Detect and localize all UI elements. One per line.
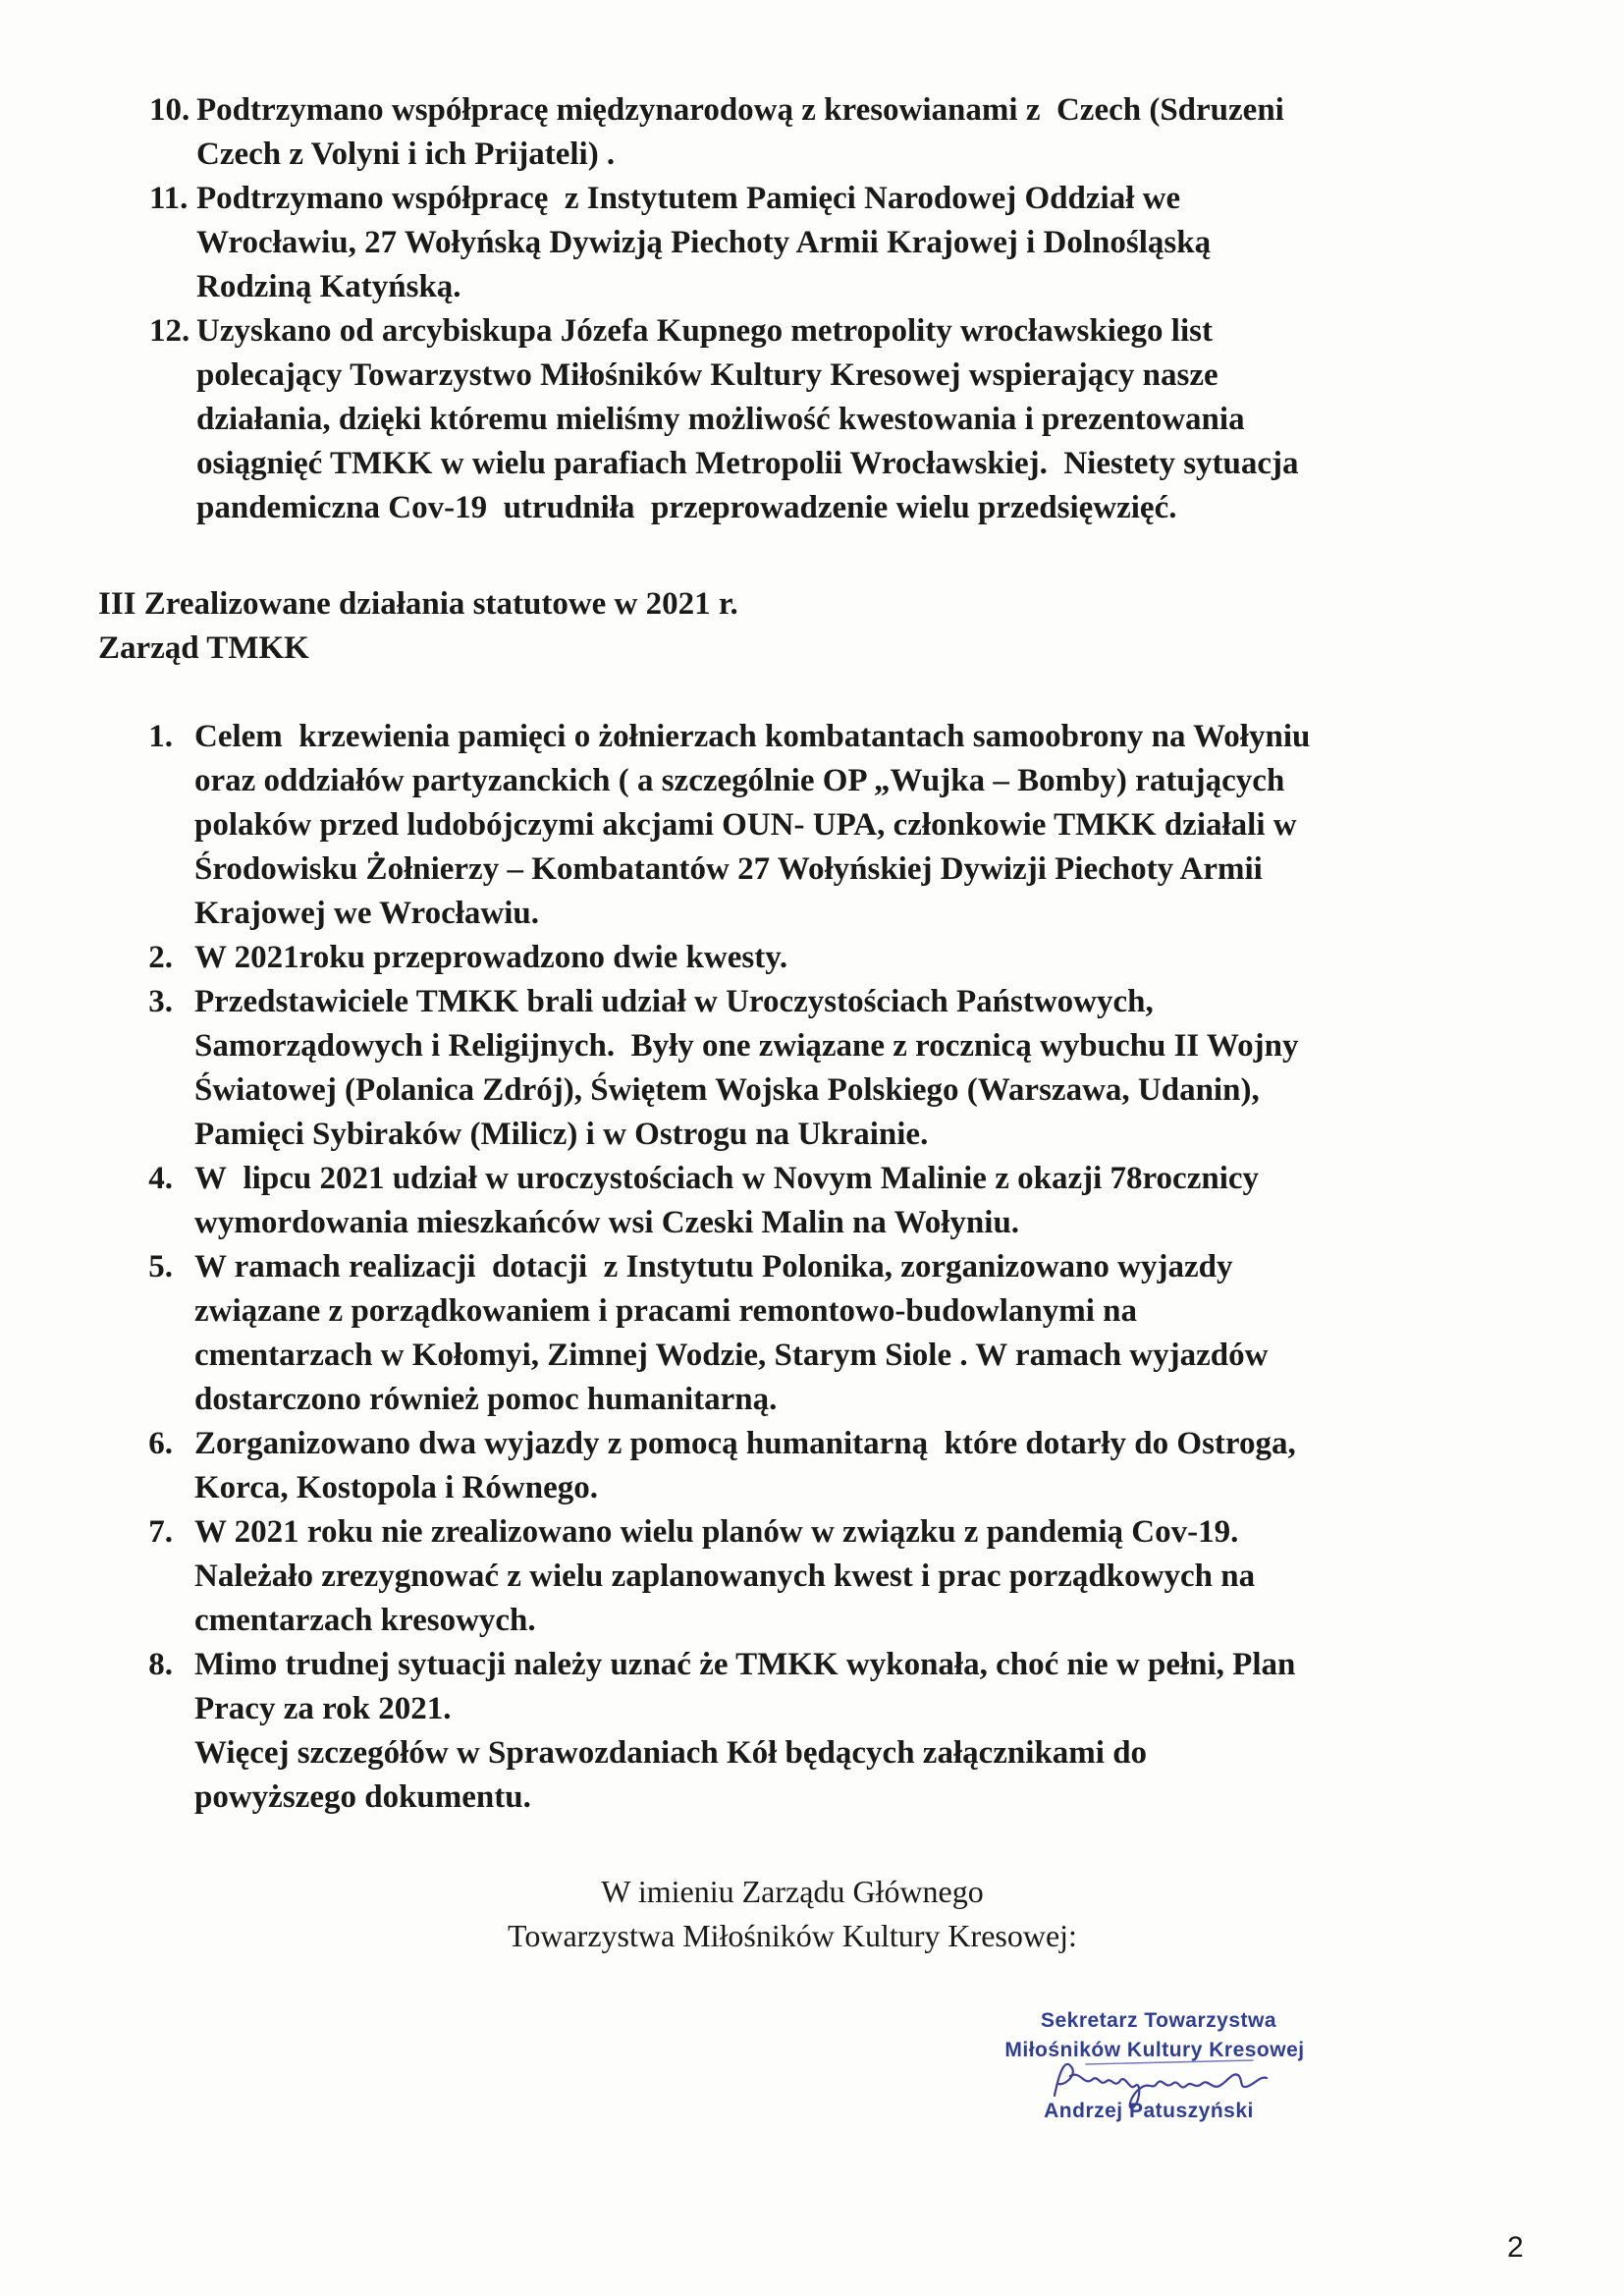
list-item-number: 5. <box>148 1249 173 1285</box>
list-item <box>134 936 1567 980</box>
list-item-text: W ramach realizacji dotacji z Instytutu Polonika, zorganizowano wyjazdy związane z porządkowaniem i pracami remontowo-budowlanymi na cmentarzach w Kołomyi, Zimnej Wodzie, Starym Siole . W ramach wyjazdów dostarczono również pomoc humanitarną. <box>194 1249 1269 1417</box>
list-item-number: 6. <box>148 1426 173 1461</box>
list-item-text: Podtrzymano współpracę z Instytutem Pamięci Narodowej Oddział we Wrocławiu, 27 Wołyńską Dywizją Piechoty Armii Krajowej i Dolnośląską Rodziną Katyńską. <box>196 181 1212 304</box>
list-item-text: Uzyskano od arcybiskupa Józefa Kupnego metropolity wrocławskiego list polecający Towarzystwo Miłośników Kultury Kresowej wspierający nasze działania, dzięki któremu mieliśmy możliwość kwestowania i prezentowania osiągnięć TMKK w wielu parafiach Metropolii Wrocławskiej. Niestety sytuacja pandemiczna Cov-19 utrudniła przeprowadzenie wielu przedsięwzięć. <box>196 313 1299 525</box>
list-item <box>134 1245 1567 1422</box>
list-item <box>134 980 1567 1157</box>
list-item-text: Zorganizowano dwa wyjazdy z pomocą humanitarną które dotarły do Ostroga, Korca, Kostopola i Równego. <box>194 1426 1296 1505</box>
list-item-number: 8. <box>148 1647 173 1682</box>
list-item-text: W 2021roku przeprowadzono dwie kwesty. <box>194 940 788 975</box>
list-item <box>149 309 1553 530</box>
list-item <box>134 715 1567 936</box>
section-title: III Zrealizowane działania statutowe w 2021 r. <box>98 586 738 622</box>
list-item-text: W lipcu 2021 udział w uroczystościach w Novym Malinie z okazji 78rocznicy wymordowania mieszkańców wsi Czeski Malin na Wołyniu. <box>194 1161 1260 1240</box>
list-item <box>149 177 1553 309</box>
closing-line-1: W imieniu Zarządu Głównego <box>601 1874 984 1909</box>
stamp-line-1: Sekretarz Towarzystwa <box>1040 2009 1277 2032</box>
list-item-number: 7. <box>148 1514 173 1550</box>
stamp-line-3: Andrzej Patuszyński <box>1044 2100 1254 2122</box>
list-item-number: 3. <box>148 984 173 1019</box>
list-item-text: Podtrzymano współpracę międzynarodową z kresowianami z Czech (Sdruzeni Czech z Volyni i ich Prijateli) . <box>196 92 1284 172</box>
list-item-number: 2. <box>148 940 173 975</box>
list-item <box>149 88 1553 177</box>
stamp-line-2: Miłośników Kultury Kresowej <box>1004 2039 1305 2061</box>
list-item-text: Mimo trudnej sytuacji należy uznać że TMKK wykonała, choć nie w pełni, Plan Pracy za rok 2021. Więcej szczegółów w Sprawozdaniach Kół będących załącznikami do powyższego dokumentu. <box>194 1647 1296 1815</box>
continued-list <box>149 88 1553 530</box>
list-item-number: 11. <box>149 181 189 216</box>
closing-line-2: Towarzystwa Miłośników Kultury Kresowej: <box>508 1918 1077 1953</box>
list-item <box>134 1510 1567 1643</box>
section-subtitle: Zarząd TMKK <box>98 630 309 666</box>
list-item-text: Celem krzewienia pamięci o żołnierzach kombatantach samoobrony na Wołyniu oraz oddziałów partyzanckich ( a szczególnie OP „Wujka – Bomby) ratujących polaków przed ludobójczymi akcjami OUN- UPA, członkowie TMKK działali w Środowisku Żołnierzy – Kombatantów 27 Wołyńskiej Dywizji Piechoty Armii Krajowej we Wrocławiu. <box>194 719 1311 931</box>
list-item-text: W 2021 roku nie zrealizowano wielu planów w związku z pandemią Cov-19. Należało zrezygnować z wielu zaplanowanych kwest i prac porządkowych na cmentarzach kresowych. <box>194 1514 1256 1638</box>
list-item <box>134 1422 1567 1510</box>
list-item <box>134 1643 1567 1820</box>
list-item-number: 10. <box>149 92 190 128</box>
secretary-stamp <box>978 1995 1331 2153</box>
list-item-number: 4. <box>148 1161 173 1196</box>
list-item-number: 1. <box>148 719 173 754</box>
list-item-text: Przedstawiciele TMKK brali udział w Uroczystościach Państwowych, Samorządowych i Religijnych. Były one związane z rocznicą wybuchu II Wojny Światowej (Polanica Zdrój), Świętem Wojska Polskiego (Warszawa, Udanin), Pamięci Sybiraków (Milicz) i w Ostrogu na Ukrainie. <box>194 984 1299 1152</box>
page-number: 2 <box>1507 2231 1524 2264</box>
activities-list <box>134 715 1567 1820</box>
list-item <box>134 1157 1567 1245</box>
list-item-number: 12. <box>149 313 190 349</box>
